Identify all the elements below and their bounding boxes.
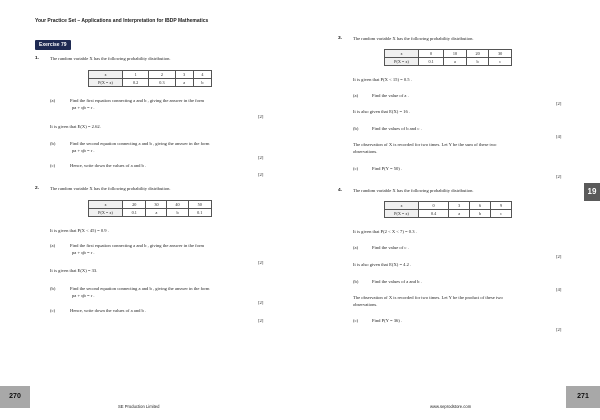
q4a-marks: [2] bbox=[556, 254, 562, 259]
table-cell: 0.4 bbox=[419, 210, 449, 218]
table-cell: 10 bbox=[444, 50, 467, 58]
table-cell: 20 bbox=[123, 201, 146, 209]
q2-given-2: It is given that E(X) = 33. bbox=[50, 268, 98, 273]
table-cell: 0 bbox=[419, 50, 444, 58]
q4a-label: (a) bbox=[353, 245, 359, 250]
q1b-marks: [2] bbox=[258, 155, 264, 160]
table-cell: a bbox=[444, 58, 467, 66]
q2a-marks: [2] bbox=[258, 260, 264, 265]
q3-observation-line1: The observation of X is recorded for two times. Let Y be the sum of these two bbox=[353, 142, 497, 147]
q4c-label: (c) bbox=[353, 318, 359, 323]
q3-observation-line2: observations. bbox=[353, 149, 378, 154]
table-cell: P(X = x) bbox=[385, 210, 419, 218]
q4b-label: (b) bbox=[353, 279, 359, 284]
table-cell: c bbox=[489, 58, 512, 66]
table-cell: 30 bbox=[489, 50, 512, 58]
q2c-text: Hence, write down the values of a and b . bbox=[70, 308, 147, 313]
q4-distribution-table bbox=[384, 201, 512, 218]
q3c-marks: [2] bbox=[556, 174, 562, 179]
q3a-marks: [2] bbox=[556, 101, 562, 106]
q1a-text: Find the first equation connecting a and b , giving the answer in the form bbox=[70, 98, 205, 103]
table-cell: 4 bbox=[193, 71, 211, 79]
table-cell: P(X = x) bbox=[89, 79, 123, 87]
q4c-text: Find P(Y = 36) . bbox=[372, 318, 403, 323]
q3c-text: Find P(Y = 50) . bbox=[372, 166, 403, 171]
table-cell: 1 bbox=[123, 71, 149, 79]
q3-distribution-table bbox=[384, 49, 512, 66]
right-page-number: 271 bbox=[566, 386, 600, 408]
q2a-form: pa + qb = r . bbox=[72, 250, 95, 255]
table-cell: 6 bbox=[470, 202, 491, 210]
q2a-label: (a) bbox=[50, 243, 56, 248]
q1c-marks: [2] bbox=[258, 172, 264, 177]
q1-intro: The random variable X has the following probability distribution. bbox=[50, 56, 171, 61]
q2b-form: pa + qb = r . bbox=[72, 293, 95, 298]
q4-observation-line2: observations. bbox=[353, 302, 378, 307]
q1a-form: pa + qb = r . bbox=[72, 105, 95, 110]
q3c-label: (c) bbox=[353, 166, 359, 171]
table-cell: b bbox=[193, 79, 211, 87]
q1b-form: pa + qb = r . bbox=[72, 148, 95, 153]
q1a-marks: [2] bbox=[258, 114, 264, 119]
table-cell: P(X = x) bbox=[385, 58, 419, 66]
q1c-text: Hence, write down the values of a and b . bbox=[70, 163, 147, 168]
q1-given: It is given that E(X) = 2.62. bbox=[50, 124, 101, 129]
left-footer-text: SE Production Limited bbox=[118, 404, 160, 409]
q4-number: 4. bbox=[338, 188, 343, 193]
q2c-marks: [2] bbox=[258, 318, 264, 323]
table-cell: P(X = x) bbox=[89, 209, 123, 217]
q3b-text: Find the values of b and c . bbox=[372, 126, 422, 131]
table-cell: b bbox=[466, 58, 489, 66]
table-cell: 3 bbox=[175, 71, 193, 79]
table-cell: 30 bbox=[146, 201, 167, 209]
table-cell: a bbox=[146, 209, 167, 217]
table-cell: 0 bbox=[419, 202, 449, 210]
q2b-text: Find the second equation connecting a and b , giving the answer in the form bbox=[70, 286, 210, 291]
q4b-marks: [4] bbox=[556, 287, 562, 292]
table-cell: c bbox=[491, 210, 512, 218]
table-cell: 0.1 bbox=[419, 58, 444, 66]
q1-number: 1. bbox=[35, 56, 40, 61]
q2-intro: The random variable X has the following probability distribution. bbox=[50, 186, 171, 191]
table-cell: a bbox=[449, 210, 470, 218]
q1-distribution-table bbox=[88, 70, 212, 87]
q4c-marks: [2] bbox=[556, 327, 562, 332]
table-cell: 20 bbox=[466, 50, 489, 58]
q3-given-2: It is also given that E(X) = 16 . bbox=[353, 109, 411, 114]
q3b-label: (b) bbox=[353, 126, 359, 131]
right-footer-text: www.seprodstore.com bbox=[430, 404, 472, 409]
q2-number: 2. bbox=[35, 186, 40, 191]
q4-given-1: It is given that P(2 < X < 7) = 0.3 . bbox=[353, 229, 417, 234]
exercise-badge: Exercise 79 bbox=[35, 40, 71, 50]
table-cell: 0.1 bbox=[123, 209, 146, 217]
table-cell: 0.3 bbox=[149, 79, 175, 87]
table-cell: a bbox=[175, 79, 193, 87]
table-cell: 3 bbox=[449, 202, 470, 210]
table-cell: 9 bbox=[491, 202, 512, 210]
q4a-text: Find the value of c . bbox=[372, 245, 409, 250]
q4b-text: Find the values of a and b . bbox=[372, 279, 422, 284]
table-cell: 0.2 bbox=[123, 79, 149, 87]
q2-distribution-table bbox=[88, 200, 212, 217]
q3a-label: (a) bbox=[353, 93, 359, 98]
table-cell: 50 bbox=[188, 201, 211, 209]
q2c-label: (c) bbox=[50, 308, 56, 313]
q3-intro: The random variable X has the following probability distribution. bbox=[353, 36, 474, 41]
q4-intro: The random variable X has the following probability distribution. bbox=[353, 188, 474, 193]
q3b-marks: [4] bbox=[556, 134, 562, 139]
q2-given-1: It is given that P(X < 45) = 0.9 . bbox=[50, 228, 109, 233]
q4-observation-line1: The observation of X is recorded for two times. Let Y be the product of these two bbox=[353, 295, 503, 300]
q1a-label: (a) bbox=[50, 98, 56, 103]
chapter-tab: 19 bbox=[584, 183, 600, 201]
q1b-text: Find the second equation connecting a and b , giving the answer in the form bbox=[70, 141, 210, 146]
q2b-marks: [2] bbox=[258, 300, 264, 305]
table-cell: 40 bbox=[167, 201, 188, 209]
q1c-label: (c) bbox=[50, 163, 56, 168]
q2a-text: Find the first equation connecting a and b , giving the answer in the form bbox=[70, 243, 205, 248]
table-cell: x bbox=[89, 201, 123, 209]
table-cell: b bbox=[167, 209, 188, 217]
table-cell: x bbox=[385, 202, 419, 210]
table-cell: x bbox=[89, 71, 123, 79]
q3-given-1: It is given that P(X < 15) = 0.5 . bbox=[353, 77, 412, 82]
table-cell: 2 bbox=[149, 71, 175, 79]
q4-given-2: It is also given that E(X) = 4.2 . bbox=[353, 262, 412, 267]
left-page-number: 270 bbox=[0, 386, 30, 408]
table-cell: x bbox=[385, 50, 419, 58]
q1b-label: (b) bbox=[50, 141, 56, 146]
table-cell: 0.1 bbox=[188, 209, 211, 217]
q3a-text: Find the value of a . bbox=[372, 93, 409, 98]
table-cell: b bbox=[470, 210, 491, 218]
q3-number: 3. bbox=[338, 36, 343, 41]
q2b-label: (b) bbox=[50, 286, 56, 291]
book-title: Your Practice Set – Applications and Interpretation for IBDP Mathematics bbox=[35, 18, 209, 24]
